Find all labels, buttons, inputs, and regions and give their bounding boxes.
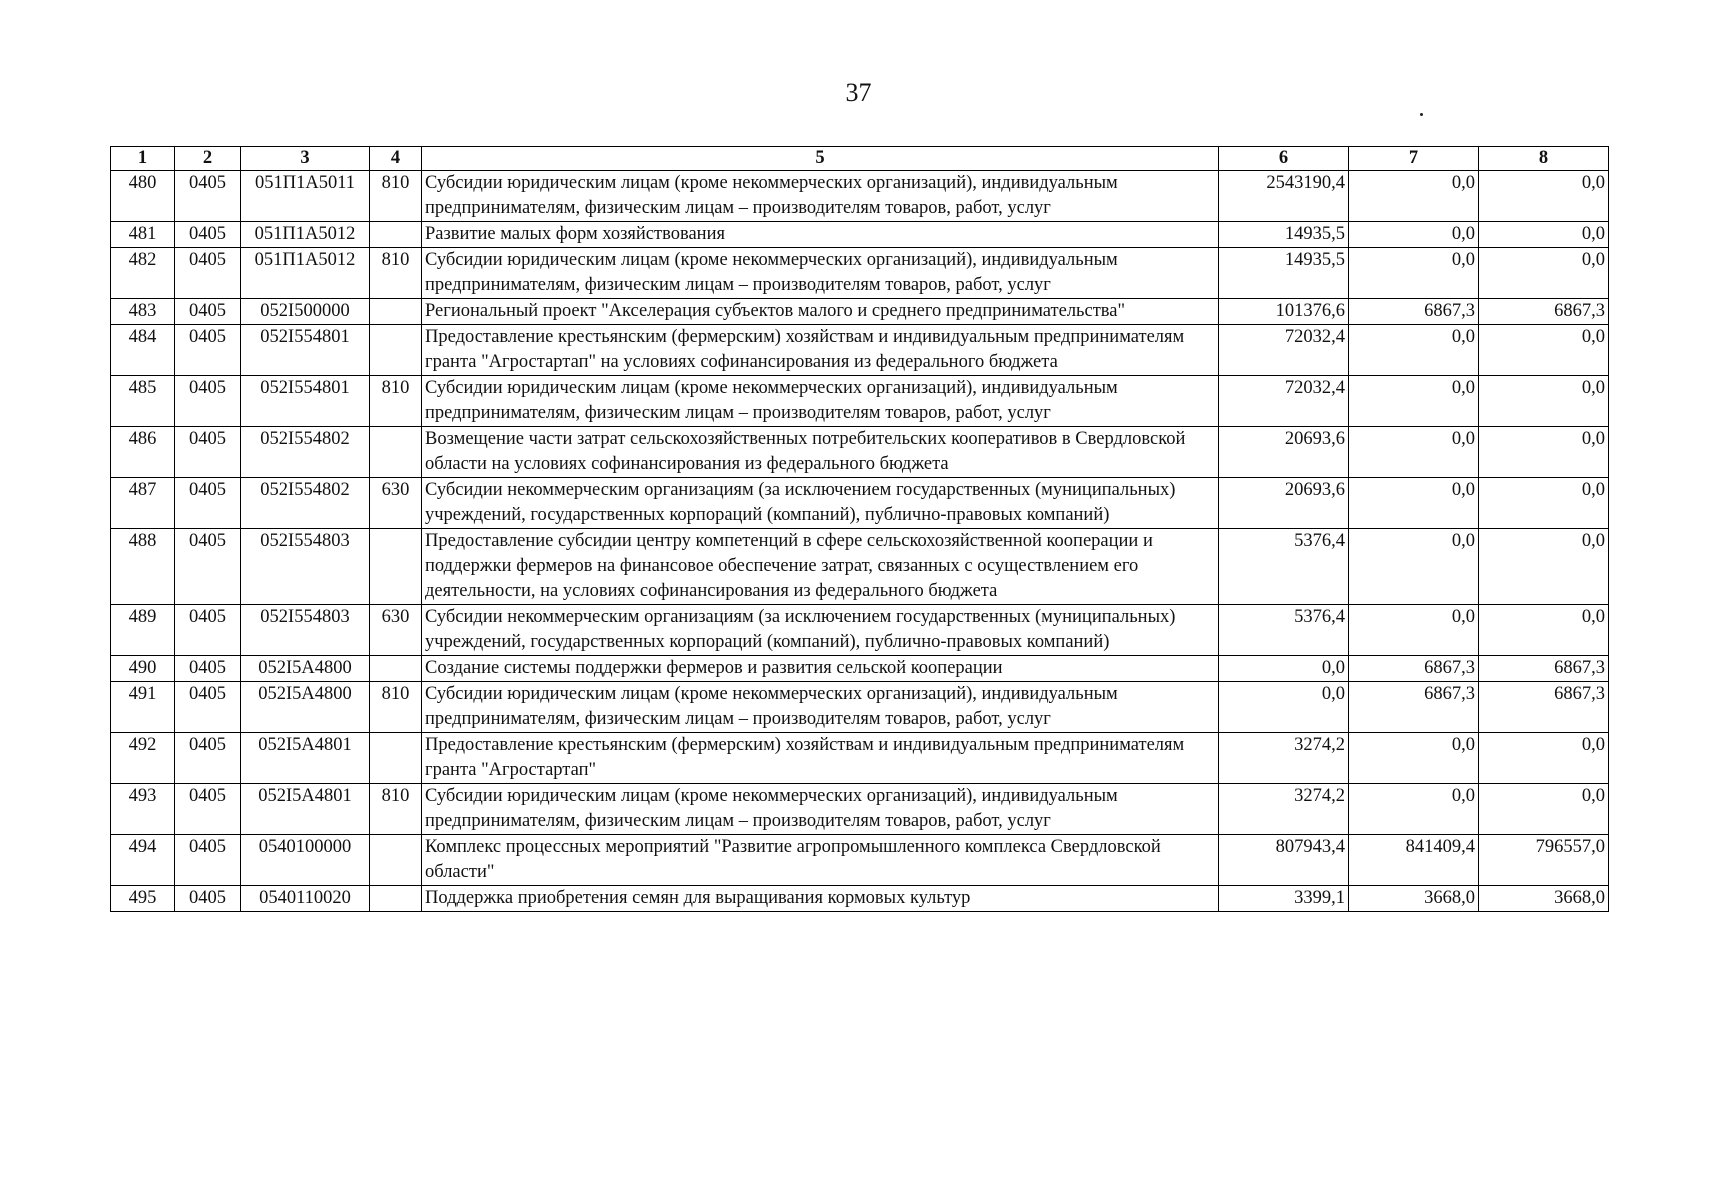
target-article-code: 051П1А5012 — [241, 248, 370, 299]
table-row — [111, 682, 1609, 733]
table-row — [111, 529, 1609, 605]
section-code: 0405 — [175, 886, 241, 912]
item-name: Субсидии юридическим лицам (кроме некоммерческих организаций), индивидуальным предпринимателям, физическим лицам – производителям товаров, работ, услуг — [422, 682, 1219, 733]
amount-col-6: 5376,4 — [1219, 605, 1349, 656]
table-row — [111, 171, 1609, 222]
row-number: 493 — [111, 784, 175, 835]
row-number: 482 — [111, 248, 175, 299]
row-number: 490 — [111, 656, 175, 682]
item-name: Субсидии юридическим лицам (кроме некоммерческих организаций), индивидуальным предпринимателям, физическим лицам – производителям товаров, работ, услуг — [422, 784, 1219, 835]
amount-col-8: 3668,0 — [1479, 886, 1609, 912]
target-article-code: 052I554802 — [241, 427, 370, 478]
target-article-code: 052I5A4801 — [241, 784, 370, 835]
item-name: Субсидии юридическим лицам (кроме некоммерческих организаций), индивидуальным предпринимателям, физическим лицам – производителям товаров, работ, услуг — [422, 248, 1219, 299]
amount-col-7: 6867,3 — [1349, 656, 1479, 682]
item-name: Возмещение части затрат сельскохозяйственных потребительских кооперативов в Свердловской области на условиях софинансирования из федерального бюджета — [422, 427, 1219, 478]
amount-col-6: 5376,4 — [1219, 529, 1349, 605]
amount-col-8: 0,0 — [1479, 784, 1609, 835]
table-row — [111, 427, 1609, 478]
expense-type-code — [370, 835, 422, 886]
scan-speck — [1420, 113, 1423, 116]
amount-col-8: 0,0 — [1479, 605, 1609, 656]
table-row — [111, 784, 1609, 835]
item-name: Поддержка приобретения семян для выращивания кормовых культур — [422, 886, 1219, 912]
row-number: 488 — [111, 529, 175, 605]
amount-col-6: 72032,4 — [1219, 376, 1349, 427]
amount-col-7: 0,0 — [1349, 733, 1479, 784]
target-article-code: 051П1А5012 — [241, 222, 370, 248]
section-code: 0405 — [175, 171, 241, 222]
amount-col-6: 0,0 — [1219, 682, 1349, 733]
expense-type-code: 810 — [370, 682, 422, 733]
amount-col-8: 6867,3 — [1479, 299, 1609, 325]
target-article-code: 051П1А5011 — [241, 171, 370, 222]
column-header: 4 — [370, 147, 422, 171]
column-header: 6 — [1219, 147, 1349, 171]
row-number: 491 — [111, 682, 175, 733]
item-name: Субсидии некоммерческим организациям (за исключением государственных (муниципальных) учреждений, государственных корпораций (компаний), публично-правовых компаний) — [422, 478, 1219, 529]
target-article-code: 0540100000 — [241, 835, 370, 886]
amount-col-6: 0,0 — [1219, 656, 1349, 682]
amount-col-7: 0,0 — [1349, 529, 1479, 605]
target-article-code: 052I554803 — [241, 529, 370, 605]
amount-col-6: 2543190,4 — [1219, 171, 1349, 222]
item-name: Создание системы поддержки фермеров и развития сельской кооперации — [422, 656, 1219, 682]
target-article-code: 052I554803 — [241, 605, 370, 656]
row-number: 495 — [111, 886, 175, 912]
amount-col-8: 0,0 — [1479, 248, 1609, 299]
section-code: 0405 — [175, 376, 241, 427]
expense-type-code: 810 — [370, 784, 422, 835]
amount-col-6: 3274,2 — [1219, 733, 1349, 784]
amount-col-8: 0,0 — [1479, 325, 1609, 376]
amount-col-6: 14935,5 — [1219, 248, 1349, 299]
amount-col-8: 796557,0 — [1479, 835, 1609, 886]
target-article-code: 052I5A4800 — [241, 682, 370, 733]
item-name: Комплекс процессных мероприятий "Развитие агропромышленного комплекса Свердловской области" — [422, 835, 1219, 886]
amount-col-7: 0,0 — [1349, 248, 1479, 299]
amount-col-6: 3274,2 — [1219, 784, 1349, 835]
amount-col-8: 6867,3 — [1479, 656, 1609, 682]
expense-type-code — [370, 529, 422, 605]
item-name: Предоставление крестьянским (фермерским) хозяйствам и индивидуальным предпринимателям гранта "Агростартап" — [422, 733, 1219, 784]
table-row — [111, 376, 1609, 427]
column-header: 3 — [241, 147, 370, 171]
expense-type-code: 810 — [370, 248, 422, 299]
expense-type-code — [370, 222, 422, 248]
amount-col-7: 0,0 — [1349, 427, 1479, 478]
amount-col-6: 20693,6 — [1219, 478, 1349, 529]
section-code: 0405 — [175, 325, 241, 376]
table-row — [111, 248, 1609, 299]
amount-col-7: 6867,3 — [1349, 299, 1479, 325]
item-name: Региональный проект "Акселерация субъектов малого и среднего предпринимательства" — [422, 299, 1219, 325]
amount-col-8: 0,0 — [1479, 376, 1609, 427]
column-header: 7 — [1349, 147, 1479, 171]
expense-type-code: 630 — [370, 605, 422, 656]
row-number: 485 — [111, 376, 175, 427]
expense-type-code: 810 — [370, 171, 422, 222]
amount-col-7: 0,0 — [1349, 784, 1479, 835]
expense-type-code — [370, 656, 422, 682]
table-row — [111, 835, 1609, 886]
amount-col-6: 3399,1 — [1219, 886, 1349, 912]
section-code: 0405 — [175, 478, 241, 529]
amount-col-7: 0,0 — [1349, 376, 1479, 427]
amount-col-8: 6867,3 — [1479, 682, 1609, 733]
amount-col-7: 0,0 — [1349, 478, 1479, 529]
section-code: 0405 — [175, 656, 241, 682]
table-row — [111, 886, 1609, 912]
item-name: Предоставление крестьянским (фермерским) хозяйствам и индивидуальным предпринимателям гранта "Агростартап" на условиях софинансирования из федерального бюджета — [422, 325, 1219, 376]
item-name: Субсидии юридическим лицам (кроме некоммерческих организаций), индивидуальным предпринимателям, физическим лицам – производителям товаров, работ, услуг — [422, 171, 1219, 222]
item-name: Субсидии юридическим лицам (кроме некоммерческих организаций), индивидуальным предпринимателям, физическим лицам – производителям товаров, работ, услуг — [422, 376, 1219, 427]
section-code: 0405 — [175, 682, 241, 733]
section-code: 0405 — [175, 733, 241, 784]
target-article-code: 052I554801 — [241, 325, 370, 376]
amount-col-7: 0,0 — [1349, 222, 1479, 248]
section-code: 0405 — [175, 605, 241, 656]
amount-col-7: 3668,0 — [1349, 886, 1479, 912]
table-row — [111, 733, 1609, 784]
amount-col-6: 72032,4 — [1219, 325, 1349, 376]
row-number: 483 — [111, 299, 175, 325]
amount-col-8: 0,0 — [1479, 733, 1609, 784]
section-code: 0405 — [175, 427, 241, 478]
column-header: 8 — [1479, 147, 1609, 171]
row-number: 492 — [111, 733, 175, 784]
header-row — [111, 147, 1609, 171]
amount-col-8: 0,0 — [1479, 478, 1609, 529]
target-article-code: 0540110020 — [241, 886, 370, 912]
row-number: 484 — [111, 325, 175, 376]
section-code: 0405 — [175, 784, 241, 835]
row-number: 481 — [111, 222, 175, 248]
section-code: 0405 — [175, 529, 241, 605]
row-number: 487 — [111, 478, 175, 529]
target-article-code: 052I5A4801 — [241, 733, 370, 784]
expense-type-code — [370, 299, 422, 325]
expense-type-code — [370, 733, 422, 784]
row-number: 494 — [111, 835, 175, 886]
amount-col-8: 0,0 — [1479, 222, 1609, 248]
amount-col-6: 807943,4 — [1219, 835, 1349, 886]
amount-col-7: 0,0 — [1349, 605, 1479, 656]
page-number: 37 — [845, 78, 872, 107]
section-code: 0405 — [175, 299, 241, 325]
amount-col-7: 0,0 — [1349, 171, 1479, 222]
amount-col-7: 0,0 — [1349, 325, 1479, 376]
table-row — [111, 605, 1609, 656]
row-number: 486 — [111, 427, 175, 478]
amount-col-8: 0,0 — [1479, 171, 1609, 222]
budget-table — [110, 146, 1609, 912]
row-number: 480 — [111, 171, 175, 222]
column-header: 5 — [422, 147, 1219, 171]
expense-type-code — [370, 325, 422, 376]
expense-type-code: 810 — [370, 376, 422, 427]
amount-col-6: 20693,6 — [1219, 427, 1349, 478]
amount-col-6: 14935,5 — [1219, 222, 1349, 248]
table-body — [111, 171, 1609, 912]
target-article-code: 052I500000 — [241, 299, 370, 325]
column-header: 1 — [111, 147, 175, 171]
column-header: 2 — [175, 147, 241, 171]
target-article-code: 052I5A4800 — [241, 656, 370, 682]
table-row — [111, 478, 1609, 529]
expense-type-code: 630 — [370, 478, 422, 529]
section-code: 0405 — [175, 248, 241, 299]
amount-col-8: 0,0 — [1479, 529, 1609, 605]
amount-col-7: 841409,4 — [1349, 835, 1479, 886]
amount-col-7: 6867,3 — [1349, 682, 1479, 733]
item-name: Предоставление субсидии центру компетенций в сфере сельскохозяйственной кооперации и поддержки фермеров на финансовое обеспечение затрат, связанных с осуществлением его деятельности, на условиях софинансирования из федерального бюджета — [422, 529, 1219, 605]
amount-col-6: 101376,6 — [1219, 299, 1349, 325]
table-row — [111, 325, 1609, 376]
section-code: 0405 — [175, 835, 241, 886]
item-name: Развитие малых форм хозяйствования — [422, 222, 1219, 248]
table-row — [111, 299, 1609, 325]
section-code: 0405 — [175, 222, 241, 248]
target-article-code: 052I554802 — [241, 478, 370, 529]
amount-col-8: 0,0 — [1479, 427, 1609, 478]
expense-type-code — [370, 886, 422, 912]
table-row — [111, 656, 1609, 682]
item-name: Субсидии некоммерческим организациям (за исключением государственных (муниципальных) учреждений, государственных корпораций (компаний), публично-правовых компаний) — [422, 605, 1219, 656]
expense-type-code — [370, 427, 422, 478]
target-article-code: 052I554801 — [241, 376, 370, 427]
row-number: 489 — [111, 605, 175, 656]
table-row — [111, 222, 1609, 248]
